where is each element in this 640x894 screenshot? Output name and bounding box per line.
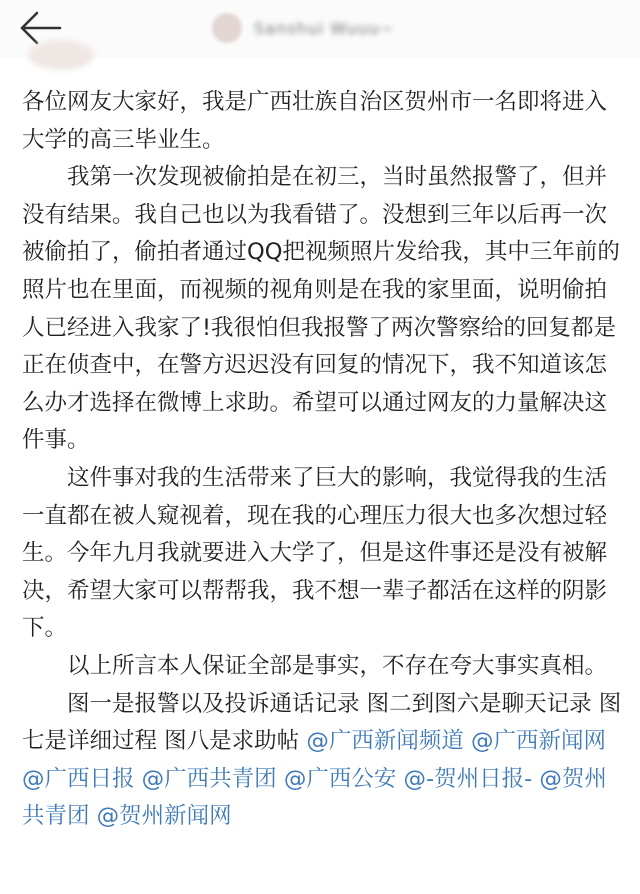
mention-link[interactable]: @广西日报 xyxy=(22,765,135,792)
post-paragraph: 我第一次发现被偷拍是在初三，当时虽然报警了，但并没有结果。我自己也以为我看错了。没想到三年以后再一次被偷拍了，偷拍者通过QQ把视频照片发给我，其中三年前的照片也在里面，而视频的视角则是在我的家里面，说明偷拍人已经进入我家了!我很怕但我报警了两次警察给的回复都是正在侦查中，在警方迟迟没有回复的情况下，我不知道该怎么办才选择在微博上求助。希望可以通过网友的力量解决这件事。 xyxy=(22,164,620,454)
top-navigation-bar xyxy=(0,0,640,58)
mention-link[interactable]: @-贺州日报- xyxy=(403,765,533,792)
mention-link[interactable]: @贺州共青团 xyxy=(22,765,607,830)
post-body xyxy=(22,84,626,836)
avatar[interactable] xyxy=(212,13,242,43)
mention-link[interactable]: @广西共青团 xyxy=(141,765,277,792)
user-header[interactable] xyxy=(212,8,394,48)
username-blurred: Sanshui Wuuu~ xyxy=(254,18,395,38)
mention-link[interactable]: @广西新闻频道 xyxy=(306,728,464,755)
figures-description: 图一是报警以及投诉通话记录 图二到图六是聊天记录 图七是详细过程 图八是求助帖 xyxy=(22,690,622,755)
post-paragraph: 这件事对我的生活带来了巨大的影响，我觉得我的生活一直都在被人窥视着，现在我的心理压力很大也多次想过轻生。今年九月我就要进入大学了，但是这件事还是没有被解决，希望大家可以帮帮我，我不想一辈子都活在这样的阴影下。 xyxy=(22,464,608,642)
post-paragraph: 各位网友大家好，我是广西壮族自治区贺州市一名即将进入大学的高三毕业生。 xyxy=(22,89,608,153)
blurred-profile-area xyxy=(28,40,94,70)
post-figures-paragraph xyxy=(22,686,626,836)
mention-link[interactable]: @广西新闻网 xyxy=(470,728,606,755)
post-paragraph: 以上所言本人保证全部是事实，不存在夸大事实真相。 xyxy=(67,652,608,679)
mention-link[interactable]: @广西公安 xyxy=(283,765,397,792)
mention-link[interactable]: @贺州新闻网 xyxy=(96,803,232,830)
